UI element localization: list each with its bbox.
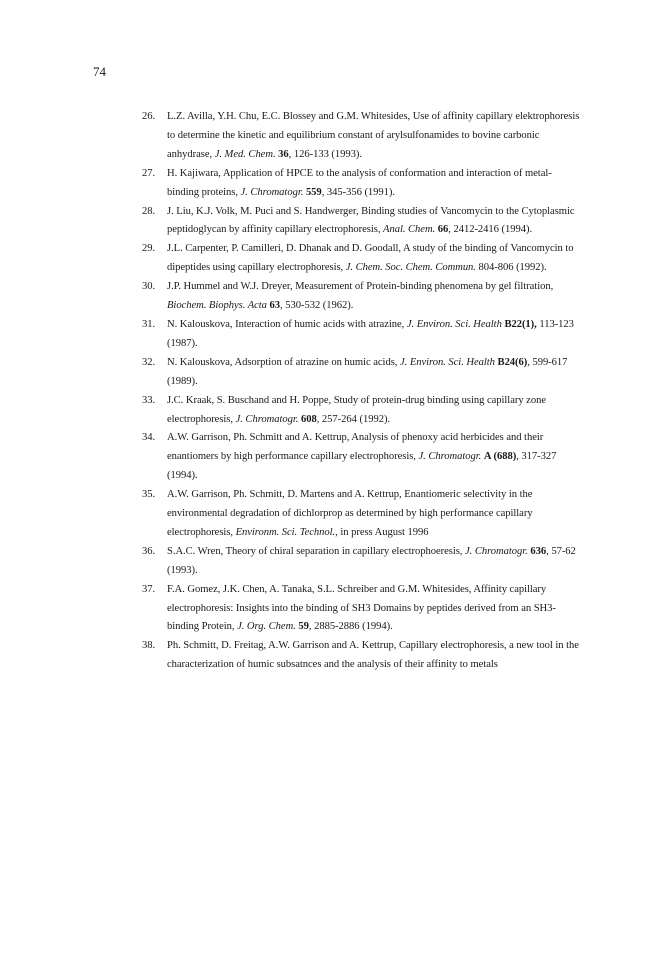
reference-entry: [142, 278, 580, 316]
reference-text: [167, 203, 580, 241]
reference-text: [167, 278, 580, 316]
reference-segment: A.W. Garrison, Ph. Schmitt and A. Kettrup, Analysis of phenoxy acid herbicides and their enantiomers by high performance capillary electrophoresis,: [167, 432, 544, 463]
reference-number: 38.: [142, 640, 156, 652]
reference-list: [142, 108, 580, 675]
reference-entry: [142, 581, 580, 638]
page-number: 74: [93, 64, 106, 79]
reference-entry: [142, 354, 580, 392]
volume-number: A (688): [483, 451, 517, 463]
reference-text: [167, 240, 580, 278]
journal-name: J. Environ. Sci. Health: [399, 356, 495, 368]
volume-number: 59: [298, 621, 309, 633]
reference-segment: , 57-62 (1993).: [167, 545, 576, 576]
journal-name: J. Chromatogr.: [418, 451, 482, 463]
reference-number: 31.: [142, 318, 156, 330]
reference-number: 27.: [142, 167, 156, 179]
reference-text: [167, 486, 580, 543]
reference-segment: 804-806 (1992).: [475, 262, 547, 274]
journal-name: J. Environ. Sci. Health: [406, 318, 502, 330]
reference-number: 37.: [142, 583, 156, 595]
journal-name: J. Med. Chem.: [214, 148, 276, 160]
reference-segment: H. Kajiwara, Application of HPCE to the analysis of conformation and interaction of metal-binding proteins,: [167, 167, 552, 198]
reference-segment: J.P. Hummel and W.J. Dreyer, Measurement of Protein-binding phenomena by gel filtration,: [167, 281, 554, 293]
reference-text: [167, 108, 580, 165]
reference-entry: [142, 543, 580, 581]
reference-segment: , 2412-2416 (1994).: [448, 224, 533, 236]
reference-number: 29.: [142, 243, 156, 255]
reference-entry: [142, 108, 580, 165]
reference-text: [167, 429, 580, 486]
reference-segment: , 257-264 (1992).: [316, 413, 391, 425]
reference-entry: [142, 429, 580, 486]
reference-entry: [142, 316, 580, 354]
reference-entry: [142, 637, 580, 675]
reference-segment: S.A.C. Wren, Theory of chiral separation in capillary electrophoeresis,: [167, 545, 465, 557]
journal-name: Environm. Sci. Technol.: [235, 526, 336, 538]
reference-number: 33.: [142, 394, 156, 406]
reference-number: 32.: [142, 356, 156, 368]
volume-number: 636: [530, 545, 547, 557]
volume-number: 66: [437, 224, 449, 236]
volume-number: B24(6): [497, 356, 528, 368]
reference-number: 36.: [142, 545, 156, 557]
reference-number: 34.: [142, 432, 156, 444]
reference-entry: [142, 240, 580, 278]
volume-number: 63: [269, 300, 281, 312]
reference-segment: , 2885-2886 (1994).: [308, 621, 393, 633]
reference-text: [167, 637, 580, 675]
journal-name: Biochem. Biophys. Acta: [167, 300, 267, 312]
volume-number: 36: [278, 148, 289, 160]
reference-entry: [142, 392, 580, 430]
reference-segment: 113-123 (1987).: [167, 318, 574, 349]
reference-segment: J.L. Carpenter, P. Camilleri, D. Dhanak and D. Goodall, A study of the binding of Vancomycin to dipeptides using capillary electrophoresis,: [167, 243, 574, 274]
volume-number: 559: [305, 186, 322, 198]
reference-segment: F.A. Gomez, J.K. Chen, A. Tanaka, S.L. Schreiber and G.M. Whitesides, Affinity capillary electrophoresis: Insights into the binding of SH3 Domains by peptides derived from an SH3-binding Protein,: [167, 583, 556, 633]
journal-name: J. Chromatogr.: [465, 545, 528, 557]
reference-segment: , 345-356 (1991).: [321, 186, 395, 198]
reference-text: [167, 581, 580, 638]
reference-text: [167, 316, 580, 354]
reference-segment: , 599-617 (1989).: [167, 356, 568, 387]
reference-text: [167, 354, 580, 392]
reference-segment: , in press August 1996: [335, 526, 429, 538]
journal-name: J. Chem. Soc. Chem. Commun.: [345, 262, 476, 274]
reference-segment: , 530-532 (1962).: [280, 300, 354, 312]
reference-number: 26.: [142, 111, 156, 122]
volume-number: B22(1),: [504, 318, 537, 330]
reference-segment: L.Z. Avilla, Y.H. Chu, E.C. Blossey and G.M. Whitesides, Use of affinity capillary elektrophoresis to determine the kinetic and equilibrium constant of arylsulfonamides to bovine carbonic anhydrase,: [167, 111, 580, 160]
journal-name: J. Org. Chem.: [237, 621, 296, 633]
volume-number: 608: [300, 413, 317, 425]
reference-number: 35.: [142, 489, 156, 501]
reference-segment: Ph. Schmitt, D. Freitag, A.W. Garrison and A. Kettrup, Capillary electrophoresis, a new tool in the characterization of humic subsatnces and the analysis of their affinity to metals: [167, 640, 579, 671]
reference-entry: [142, 486, 580, 543]
reference-text: [167, 543, 580, 581]
reference-number: 28.: [142, 205, 156, 217]
reference-entry: [142, 165, 580, 203]
reference-text: [167, 392, 580, 430]
reference-text: [167, 165, 580, 203]
reference-segment: A.W. Garrison, Ph. Schmitt, D. Martens and A. Kettrup, Enantiomeric selectivity in the environmental degradation of dichlorprop as determined by high performance capillary electrophoresis,: [167, 489, 533, 538]
reference-number: 30.: [142, 281, 156, 293]
reference-segment: N. Kalouskova, Interaction of humic acids with atrazine,: [167, 318, 407, 330]
reference-segment: J.C. Kraak, S. Buschand and H. Poppe, Study of protein-drug binding using capillary zone electrophoresis,: [167, 394, 546, 425]
reference-segment: J. Liu, K.J. Volk, M. Puci and S. Handwerger, Binding studies of Vancomycin to the Cytoplasmic peptidoglycan by affinity capillary electrophoresis,: [167, 205, 575, 236]
reference-segment: , 126-133 (1993).: [288, 148, 362, 160]
reference-segment: N. Kalouskova, Adsorption of atrazine on humic acids,: [167, 356, 400, 368]
journal-name: J. Chromatogr.: [235, 413, 299, 425]
journal-name: J. Chromatogr.: [240, 186, 304, 198]
reference-segment: , 317-327 (1994).: [167, 451, 557, 482]
reference-entry: [142, 203, 580, 241]
journal-name: Anal. Chem.: [383, 224, 436, 236]
